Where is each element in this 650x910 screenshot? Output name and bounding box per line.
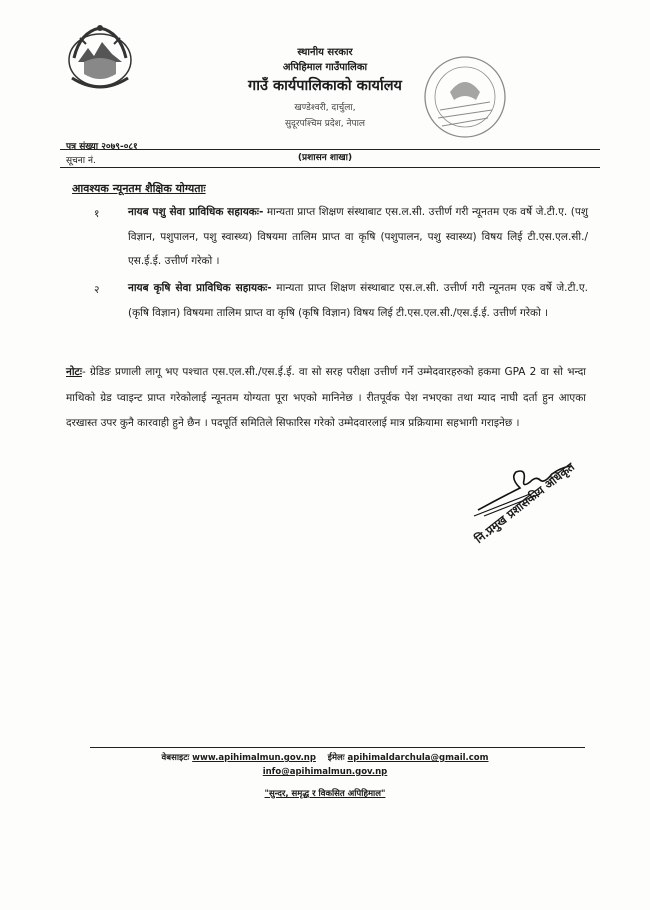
dispatch-number: सूचना नं. xyxy=(66,156,96,166)
office-stamp xyxy=(420,52,510,142)
header-office: गाउँ कार्यपालिकाको कार्यालय xyxy=(248,78,402,94)
header-government: स्थानीय सरकार xyxy=(297,47,353,58)
item-1-number: १ xyxy=(94,208,100,220)
website-label: वेबसाइटः xyxy=(161,753,190,763)
divider-bottom xyxy=(60,167,600,168)
header-municipality: अपिहिमाल गाउँपालिका xyxy=(282,62,368,73)
footer-email2-row xyxy=(0,767,650,777)
branch-label: (प्रशासन शाखा) xyxy=(297,153,353,163)
note-label: नोटः xyxy=(66,366,82,378)
header-address-line2: सुदूरपश्चिम प्रदेश, नेपाल xyxy=(284,119,366,129)
item-1 xyxy=(128,200,588,274)
note-text: - ग्रेडिङ प्रणाली लागू भए पश्चात एस.एल.सी./एस.ई.ई. वा सो सरह परीक्षा उत्तीर्ण गर्ने उम्मेदवारहरुको हकमा GPA 2 वा सो भन्दा माथिको ग्रेड प्वाइन्ट प्राप्त गरेकोलाई न्यूनतम योग्यता पूरा भएको मानिनेछ । रीतपूर्वक पेश नभएका तथा म्याद नाघी दर्ता हुन आएका दरखास्त उपर कुनै कारवाही हुने छैन । पदपूर्ति समितिले सिफारिस गरेको उम्मेदवारलाई मात्र प्रक्रियामा सहभागी गराइनेछ । xyxy=(66,366,586,429)
signatory-designation: नि.प्रमुख प्रशासकीय अधिकृत xyxy=(472,459,578,547)
footer-divider xyxy=(90,747,585,748)
email-link-1[interactable]: apihimaldarchula@gmail.com xyxy=(347,753,489,763)
item-2-number: २ xyxy=(94,284,100,296)
note-paragraph xyxy=(66,360,586,437)
website-link[interactable]: www.apihimalmun.gov.np xyxy=(192,753,316,763)
email-link-2[interactable]: info@apihimalmun.gov.np xyxy=(262,767,388,777)
item-1-text: मान्यता प्राप्त शिक्षण संस्थाबाट एस.ल.सी. उत्तीर्ण गरी न्यूनतम एक वर्षे जे.टी.ए. (पशु विज्ञान, पशुपालन, पशु स्वास्थ्य) विषयमा तालिम प्राप्त वा कृषि (पशुपालन, पशु स्वास्थ्य) विषय लिई टी.एस.एल.सी./एस.ई.ई. उत्तीर्ण गरेको । xyxy=(128,206,588,267)
slogan: "सुन्दर, समृद्ध र विकसित अपिहिमाल" xyxy=(264,789,386,799)
item-1-title: नायब पशु सेवा प्राविधिक सहायकः- xyxy=(128,206,264,218)
footer-contact xyxy=(0,752,650,763)
item-2 xyxy=(128,276,588,325)
section-title: आवश्यक न्यूनतम शैक्षिक योग्यताः xyxy=(72,182,206,195)
item-2-text: मान्यता प्राप्त शिक्षण संस्थाबाट एस.ल.सी. उत्तीर्ण गरी न्यूनतम एक वर्षे जे.टी.ए. (कृषि विज्ञान) विषयमा तालिम प्राप्त वा कृषि (कृषि विज्ञान) विषय लिई टी.एस.एल.सी./एस.ई.ई. उत्तीर्ण गरेको । xyxy=(128,282,588,319)
email-label: ईमेलः xyxy=(327,753,345,763)
item-2-title: नायब कृषि सेवा प्राविधिक सहायकः- xyxy=(128,282,272,294)
letter-number: पत्र संख्या २०७९-०८१ xyxy=(66,142,138,152)
footer-slogan xyxy=(0,788,650,799)
header-address-line1: खण्डेश्वरी, दार्चुला, xyxy=(294,103,356,113)
